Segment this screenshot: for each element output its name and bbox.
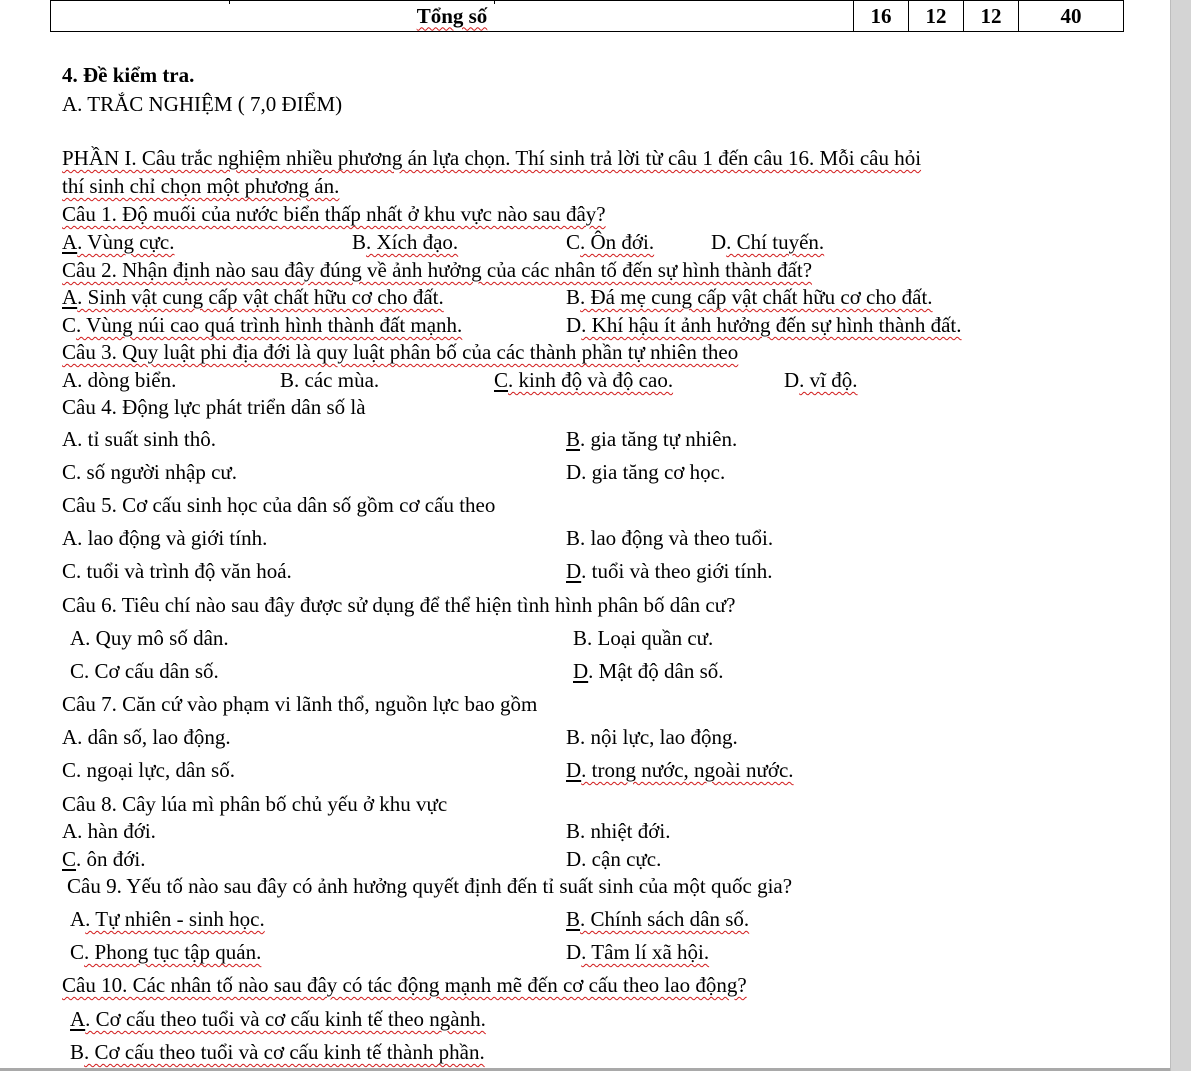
option-5a[interactable]: A. lao động và giới tính. [62, 526, 268, 550]
question-1: Câu 1. Độ muối của nước biển thấp nhất ở khu vực nào sau đây? [62, 202, 606, 226]
option-1c[interactable]: C. Ôn đới. [566, 230, 655, 254]
part-a-heading: A. TRẮC NGHIỆM ( 7,0 ĐIỂM) [62, 92, 343, 116]
option-7d[interactable]: D. trong nước, ngoài nước. [566, 758, 794, 782]
table-cell: 12 [964, 1, 1019, 32]
option-8d[interactable]: D. cận cực. [566, 847, 662, 871]
question-10: Câu 10. Các nhân tố nào sau đây có tác động mạnh mẽ đến cơ cấu theo lao động? [62, 973, 747, 997]
option-1a[interactable]: A. Vùng cực. [62, 230, 175, 254]
table-cell: 12 [909, 1, 964, 32]
option-8b[interactable]: B. nhiệt đới. [566, 819, 671, 843]
option-3a[interactable]: A. dòng biển. [62, 368, 177, 392]
table-row [51, 1, 1124, 32]
option-6a[interactable]: A. Quy mô số dân. [70, 626, 229, 650]
part1-instructions: thí sinh chỉ chọn một phương án. [62, 174, 340, 198]
question-5: Câu 5. Cơ cấu sinh học của dân số gồm cơ cấu theo [62, 493, 496, 517]
option-5b[interactable]: B. lao động và theo tuổi. [566, 526, 774, 550]
option-6d[interactable]: D. Mật độ dân số. [573, 659, 724, 683]
option-4a[interactable]: A. tỉ suất sinh thô. [62, 427, 217, 451]
option-4b[interactable]: B. gia tăng tự nhiên. [566, 427, 738, 451]
question-9: Câu 9. Yếu tố nào sau đây có ảnh hưởng quyết định đến tỉ suất sinh của một quốc gia? [67, 874, 793, 898]
option-1b[interactable]: B. Xích đạo. [352, 230, 459, 254]
option-6c[interactable]: C. Cơ cấu dân số. [70, 659, 219, 683]
option-7a[interactable]: A. dân số, lao động. [62, 725, 231, 749]
option-8c[interactable]: C. ôn đới. [62, 847, 146, 871]
option-2a[interactable]: A. Sinh vật cung cấp vật chất hữu cơ cho đất. [62, 285, 444, 309]
table-cell: 40 [1019, 1, 1124, 32]
question-4: Câu 4. Động lực phát triển dân số là [62, 395, 366, 419]
option-10a[interactable]: A. Cơ cấu theo tuổi và cơ cấu kinh tế theo ngành. [70, 1007, 486, 1031]
question-3: Câu 3. Quy luật phi địa đới là quy luật phân bố của các thành phần tự nhiên theo [62, 340, 739, 364]
option-6b[interactable]: B. Loại quần cư. [573, 626, 714, 650]
table-cell: 16 [854, 1, 909, 32]
question-8: Câu 8. Cây lúa mì phân bố chủ yếu ở khu vực [62, 792, 448, 816]
option-3d[interactable]: D. vĩ độ. [784, 368, 858, 392]
part1-instructions: PHẦN I. Câu trắc nghiệm nhiều phương án lựa chọn. Thí sinh trả lời từ câu 1 đến câu 16. Mỗi câu hỏi [62, 146, 922, 170]
option-2b[interactable]: B. Đá mẹ cung cấp vật chất hữu cơ cho đất. [566, 285, 933, 309]
question-2: Câu 2. Nhận định nào sau đây đúng về ảnh hưởng của các nhân tố đến sự hình thành đất? [62, 258, 813, 282]
option-5d[interactable]: D. tuổi và theo giới tính. [566, 559, 773, 583]
option-2c[interactable]: C. Vùng núi cao quá trình hình thành đất mạnh. [62, 313, 463, 337]
option-4d[interactable]: D. gia tăng cơ học. [566, 460, 726, 484]
option-9b[interactable]: B. Chính sách dân số. [566, 907, 750, 931]
option-1d[interactable]: D. Chí tuyến. [711, 230, 825, 254]
option-7b[interactable]: B. nội lực, lao động. [566, 725, 738, 749]
option-3c[interactable]: C. kinh độ và độ cao. [494, 368, 674, 392]
table-total-label: Tổng số [51, 1, 854, 32]
option-9d[interactable]: D. Tâm lí xã hội. [566, 940, 710, 964]
question-6: Câu 6. Tiêu chí nào sau đây được sử dụng để thể hiện tình hình phân bố dân cư? [62, 593, 736, 617]
option-8a[interactable]: A. hàn đới. [62, 819, 156, 843]
question-7: Câu 7. Căn cứ vào phạm vi lãnh thổ, nguồn lực bao gồm [62, 692, 538, 716]
option-9a[interactable]: A. Tự nhiên - sinh học. [70, 907, 265, 931]
option-5c[interactable]: C. tuổi và trình độ văn hoá. [62, 559, 292, 583]
option-2d[interactable]: D. Khí hậu ít ảnh hưởng đến sự hình thành đất. [566, 313, 962, 337]
vertical-scrollbar[interactable] [1170, 0, 1191, 1071]
option-7c[interactable]: C. ngoại lực, dân số. [62, 758, 235, 782]
section-heading: 4. Đề kiểm tra. [62, 63, 195, 87]
summary-table [50, 0, 1124, 32]
option-4c[interactable]: C. số người nhập cư. [62, 460, 238, 484]
option-3b[interactable]: B. các mùa. [280, 368, 380, 392]
option-10b[interactable]: B. Cơ cấu theo tuổi và cơ cấu kinh tế thành phần. [70, 1040, 485, 1064]
option-9c[interactable]: C. Phong tục tập quán. [70, 940, 262, 964]
